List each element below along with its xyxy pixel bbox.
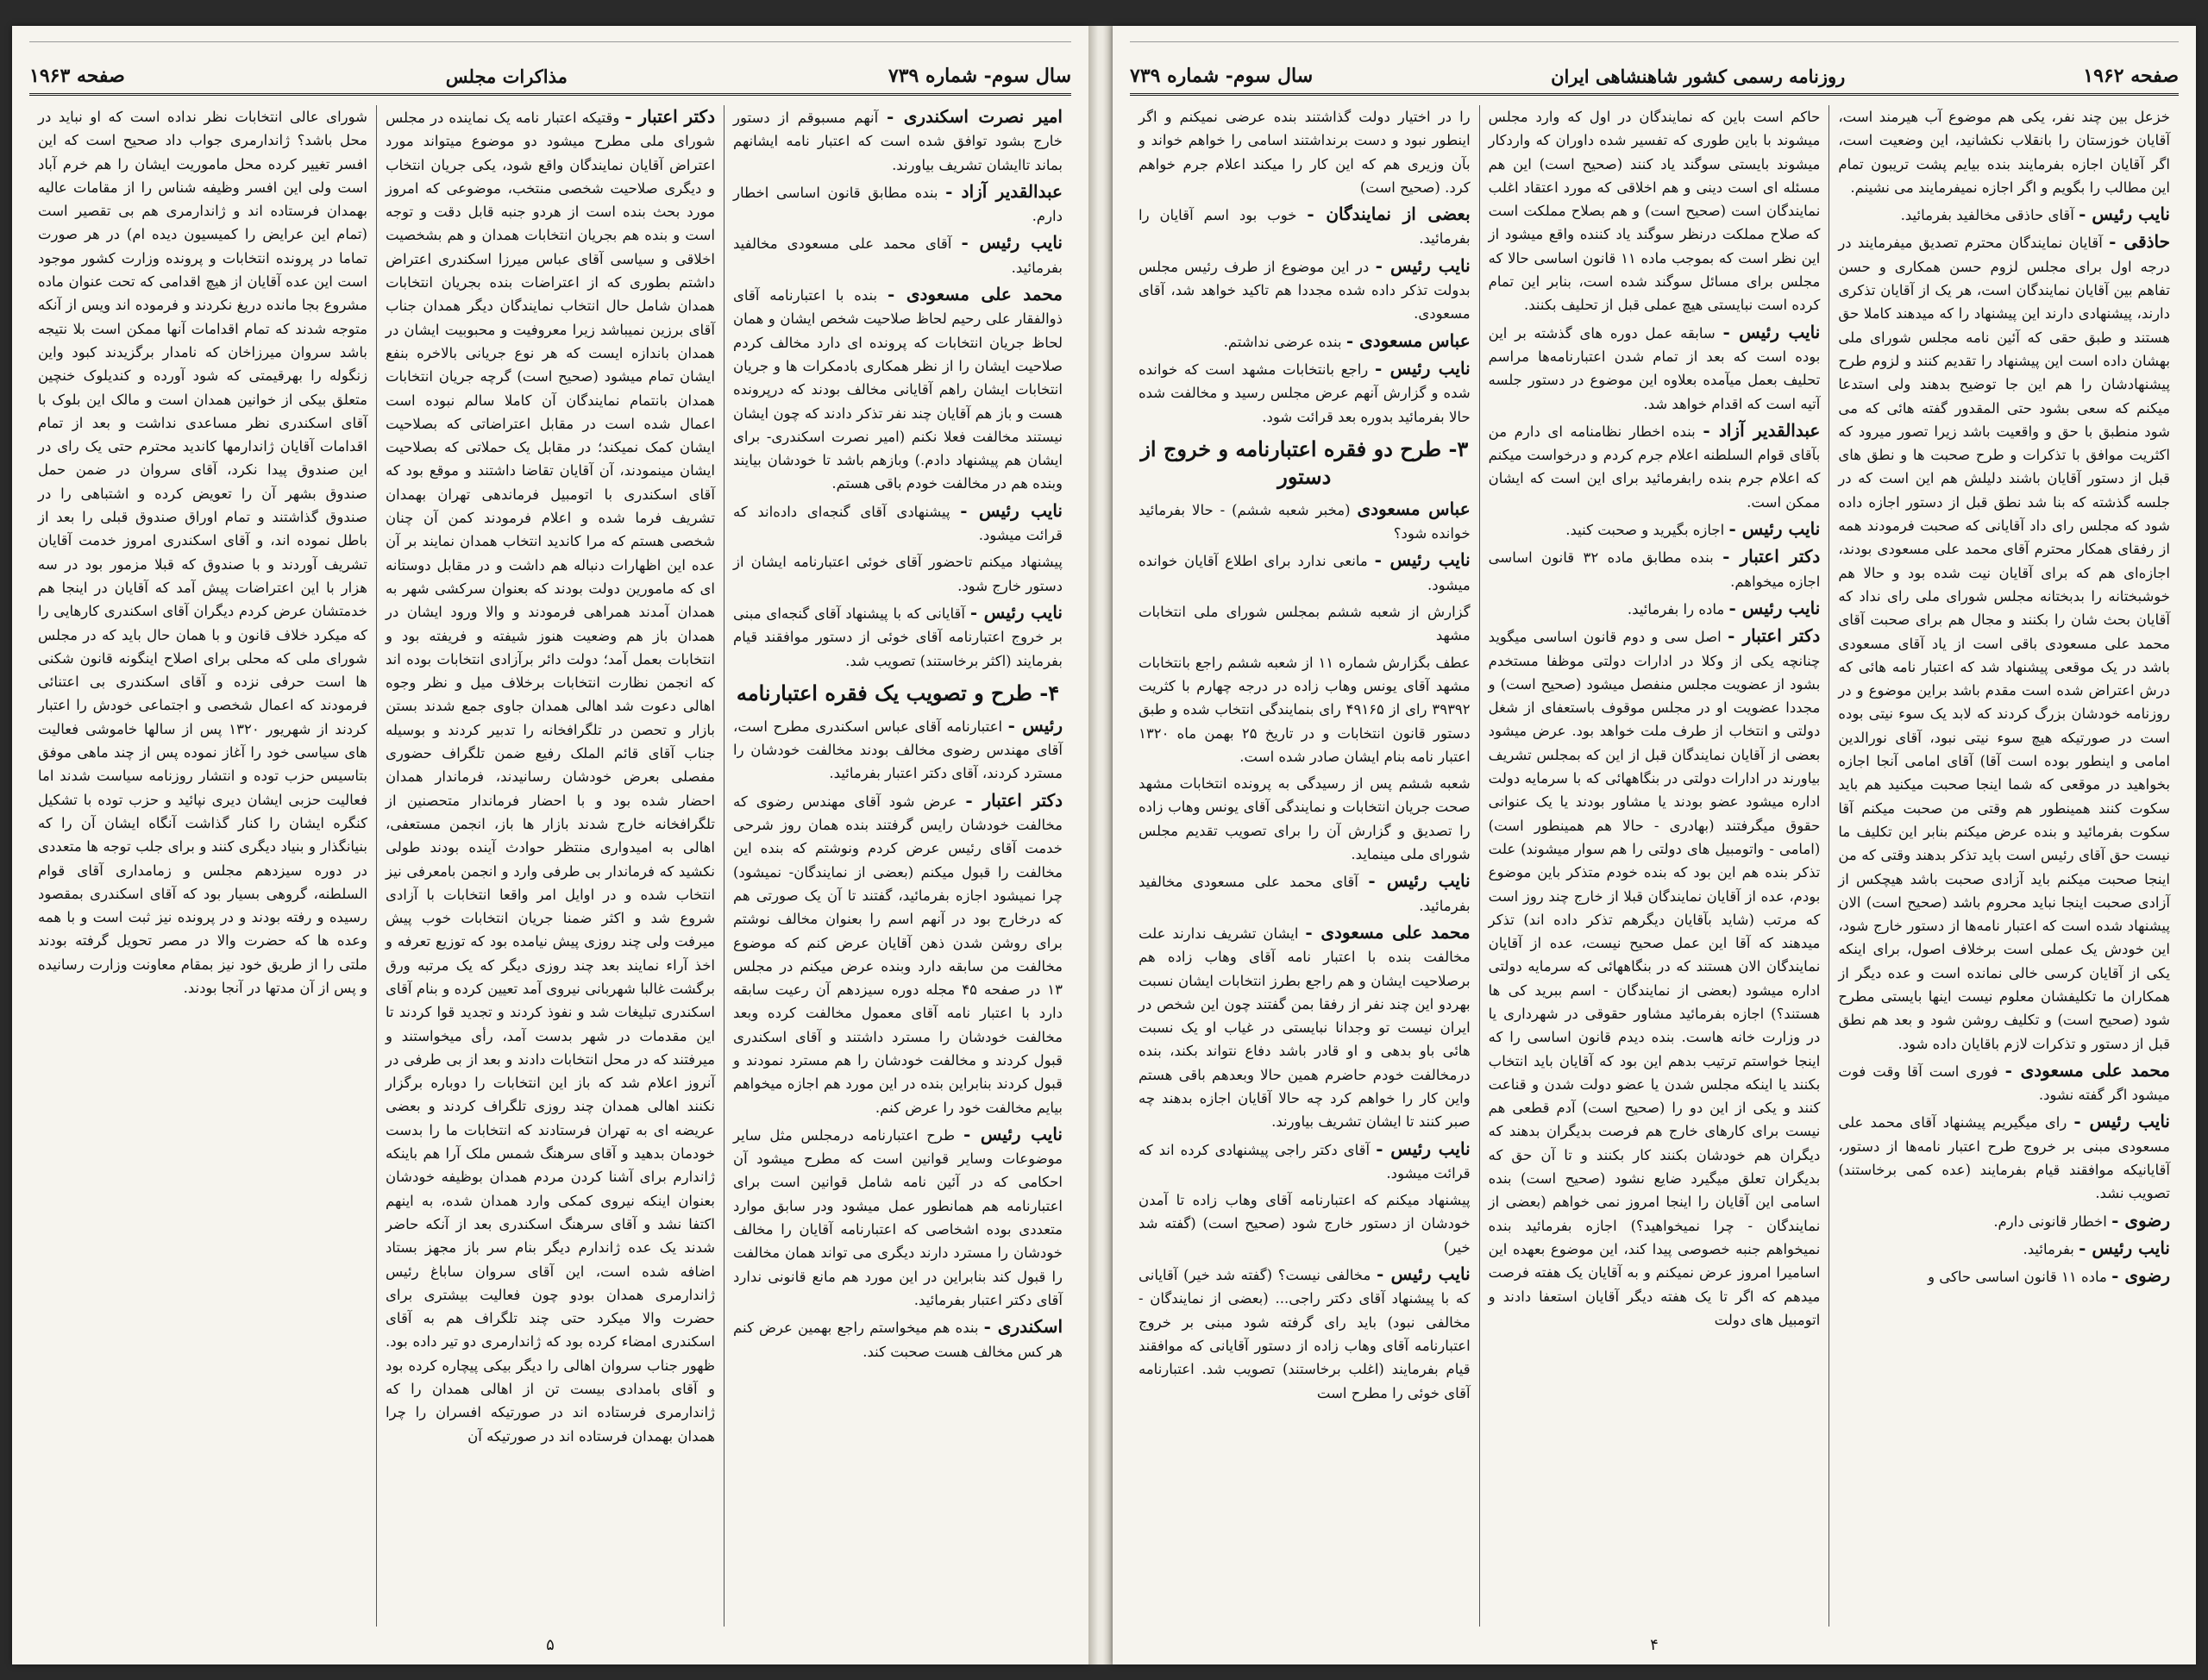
speech-text: آقای دکتر راجی پیشنهادی کرده اند که قرائت میشود. [1138,1141,1471,1182]
right-page [1113,26,2196,1664]
paragraph [733,283,1063,496]
left-column-1 [724,105,1071,1627]
speech-text: بنده عرضی نداشتم. [1223,333,1342,350]
speech-text: اجازه بگیرید و صحبت کنید. [1565,522,1725,539]
paragraph [1489,321,1821,416]
speech-text: عطف بگزارش شماره ۱۱ از شعبه ششم راجع بانتخابات مشهد آقای یونس وهاب زاده در درجه چهارم با کثریت ۳۹۳۹۲ رای از ۴۹۱۶۵ رای بنمایندگی انتخاب شده و طبق دستور قانون انتخابات و در تاریخ ۲۵ بهمن ماه ۱۳۲۰ اعتبار نامه بنام ایشان صادر شده است. [1138,654,1471,765]
speech-text: ماده را بفرمائید. [1627,600,1725,617]
speaker-name: دکتر اعتبار - [1728,625,1821,647]
right-header-issue: سال سوم- شماره ۷۳۹ [1130,65,1314,87]
paragraph [1138,1138,1471,1186]
speaker-name: محمد علی مسعودی - [1305,921,1471,943]
speaker-name: عباس مسعودی - [1346,329,1471,351]
paragraph [1138,1188,1471,1259]
paragraph [733,231,1063,279]
speech-text: (مخبر شعبه ششم) - حالا بفرمائید خوانده شود؟ [1138,501,1471,542]
speech-text: اخطار قانونی دارم. [1993,1213,2107,1230]
speech-text: ایشان تشریف ندارند علت مخالفت بنده با اعتبار نامه آقای وهاب زاده هم برصلاحیت ایشان و هم راجع بطرز انتخابات ایشان نسبت بهردو این چند نفر از رفقا بمن گفتند چون این شخص در ایران نیست تو وجدانا نبایستی در غیاب او یک نسبت هائی باو بدهی و او قادر باشد دفاع نتواند بکند، بنده درمخالفت خودم حاضرم همین حالا وبعدهم باقی هستم واین کار را خواهم کرد چه حالا آقایان اجازه بدهند چه صبر کنند تا ایشان تشریف بیاورند. [1138,925,1471,1131]
paragraph [1138,549,1471,597]
speaker-name: محمد علی مسعودی - [888,284,1063,305]
paragraph [1838,1110,2170,1205]
speaker-name: عبدالقدیر آزاد - [1703,419,1821,441]
paragraph [1838,230,2170,1055]
speaker-name: نایب رئیس - [1728,518,1821,540]
speaker-name: حاذقی - [2109,231,2170,253]
paragraph [1838,203,2170,227]
right-page-footer: ۴ [1650,1636,1659,1654]
speech-text: پیشنهادی آقای گنجه‌ای داده‌اند که قرائت میشود. [733,503,1063,544]
speaker-name: امیر نصرت اسکندری - [886,106,1063,127]
paragraph [733,714,1063,786]
speech-text: آقای حاذقی مخالفید بفرمائید. [1900,207,2074,224]
paragraph [1138,105,1471,199]
paragraph [1838,1237,2170,1261]
speech-text: وقتیکه اعتبار نامه یک نماینده در مجلس شورای ملی مطرح میشود دو موضوع میتواند مورد اعتراض آقایان نمایندگان واقع شود، یکی جریان انتخاب و دیگری صلاحیت شخصی منتخب، موضوعی که امروز مورد بحث بنده است از هردو جنبه قابل دقت و توجه است و بنده هم بجریان انتخابات همدان و هم بشخصیت اخلاقی و سیاسی آقای عباس میرزا اسکندری اعتراض داشتم بطوری که از اعتراضات بنده بجریان انتخابات همدان شامل حال انتخاب نمایندگان دیگر همدان جناب آقای برزین نمیباشد زیرا معروفیت و محبوبیت ایشان در همدان باندازه ایست که هر نوع جریانی بالاخره بنفع ایشان تمام میشود (صحیح است) گرچه جریان انتخابات همدان بانتمام نمایندگان آن کاملا سالم نبوده است اعمال شده است در مقابل اعتراضاتی که بصلاحیت ایشان کمک نمیکند؛ در مقابل یک حملاتی که بصلاحیت ایشان مینمودند، آن آقایان تقاضا داشتند و موقع بود که آقای اسکندری با اتومبیل فرماندهی تهران بهمدان تشریف فرما شده و اعلام فرمودند کمن آن چنان شخصی هستم که مرا کاندید انتخاب همدان نمایند بر آن عده این اظهارات دنباله هم داشت و در مقابل دوستانه ای که مامورین دولت بودند که بعنوان سرکشی شهر به همدان آمدند همراهی فرمودند و والا ورود ایشان در همدان باز هم وضعیت هنوز شیفته و فریفته بود و انتخابات بعمل آمد؛ دولت دائر برآزادی انتخابات بوده اند که انجمن نظارت انتخابات برخلاف میل و نظر وجوه اهالی دعوت شد اهالی همدان جاوی جمع شدند بستن بازار و تحصن در تلگرافخانه را تدبیر کردند و بوسیله جناب آقای قائم الملک رفیع ضمن تلگراف حضوری مفصلی بعرض خودشان رسانیدند، فرماندار همدان احضار شده بود و با احضار فرماندار متحصنین از تلگرافخانه خارج شدند بازار ها باز، انجمن مستعفی، اهالی به امیدواری منتظر حوادث آینده بودند طولی نکشید که فرماندار بی طرفی وارد و انجمن بامعرفی نیز انتخاب شده و در اوایل امر واقعا انتخابات با آزادی شروع شد و اکثر ضمنا جریان انتخابات خوب پیش میرفت ولی چند روزی پیش نیامده بود که توزیع تعرفه و اخذ آراء نمایند بعد چند روزی دیگر که یک مرتبه ورق برگشت غالبا شهربانی نیروی آمد تعیین کرده و بنام آقای اسکندری تبلیغات شد و نفوذ کردند و تجدید قوا کردند تا این مقدمات در شهر بدست آمد، رأی میخواستند و میرفتند که در محل انتخابات دادند و بعد از بی طرفی در آنروز اعلام شد که باز این انتخابات را دوباره برگزار نکنند اهالی همدان چند روزی تلگراف کردند و بعضی عریضه ای به تهران فرستادند که انتخابات ما را بدست خودمان بدهید و آقای سرهنگ شمس ملک آرا هم باینکه ژاندارم برای آشنا کردن مردم همدان بوظیفه خودشان بعنوان اینکه نیروی کمکی وارد همدان شده، به اینهم اکتفا نشد و آقای سرهنگ اسکندری بعد از آنکه حاضر شدند یک عده ژاندارم دیگر بنام سر باز مجهز بستاد اضافه شده است، این آقای سروان ساباغ رئیس ژاندارمری همدان بودو چون فعالیت بیشتری برای حضرت والا میکرد حتی چند تلگراف هم به آقای اسکندری امضاء کرده بود که ژاندارمری دو تیر داده بود. ظهور جناب سروان اهالی را دیگر بیکی پیچاره کرده بود و آقای بامدادی بیست تن از اهالی همدان را که ژاندارمری فرستاده اند در صورتیکه افسران را چرا همدان بهمدان فرستاده اند در صورتیکه آن [386,110,715,1445]
speaker-name: نایب رئیس - [1374,357,1471,379]
left-page-columns [29,105,1071,1627]
speech-text: ماده ۱۱ قانون اساسی حاکی و [1928,1269,2107,1286]
right-page-top-rule [1130,41,2179,42]
paragraph [1138,498,1471,546]
speech-text: پیشنهاد میکنم تاحضور آقای خوئی اعتبارنامه ایشان از دستور خارج شود. [733,554,1063,594]
left-page-top-rule [29,41,1071,42]
speaker-name: نایب رئیس - [2079,204,2170,225]
speaker-name: نایب رئیس - [960,499,1063,521]
speaker-name: نایب رئیس - [2079,1237,2170,1258]
speech-text: اعتبارنامه آقای عباس اسکندری مطرح است، آقای مهندس رضوی مخالف بودند مخالفت خودشان را مسترد کردند، آقای دکتر اعتبار بفرمائید. [733,718,1063,782]
speech-text: پیشنهاد میکنم که اعتبارنامه آقای وهاب زاده تا آمدن خودشان از دستور خارج شود (صحیح است) (گفته شد خیر) [1138,1192,1471,1256]
paragraph [386,105,715,1448]
paragraph [1838,1264,2170,1288]
speech-text: سابقه عمل دوره های گذشته بر این بوده است که بعد از تمام شدن اعتبارنامه‌ها مراسم تحلیف بعمل میآمده بعلاوه این موضوع در دستور جلسه آتیه است که اقدام خواهد شد. [1488,324,1821,412]
right-page-columns [1130,105,2179,1627]
left-column-3 [29,105,376,1627]
paragraph [1838,105,2170,199]
left-page-header [29,59,1071,96]
speaker-name: رضوی - [2111,1265,2170,1287]
paragraph [733,499,1063,548]
left-header-page-number: صفحه ۱۹۶۳ [29,65,125,87]
speaker-name: نایب رئیس - [1722,321,1821,342]
speech-text: آقای محمد علی مسعودی مخالفید بفرمائید. [733,235,1063,276]
paragraph [1138,772,1471,866]
paragraph [1138,869,1471,918]
speech-text: خزعل بین چند نفر، یکی هم موضوع آب هیرمند است، آقایان خوزستان را بانقلاب نکشانید، این وضعیت است، اگر آقایان اجازه بفرمایند بنده بیایم پشت تریبون تمام این مطالب را بگویم و اگر اجازه نمیفرمایند می نشینم. [1838,109,2170,196]
speech-text: مخالفی نیست؟ (گفته شد خیر) آقایانی که با پیشنهاد آقای دکتر راجی... (بعضی از نمایندگان - مخالفی نبود) باید رای گرفته شود مبنی بر خروج اعتبارنامه آقای وهاب زاده از دستور آقایانی که موافقند قیام بفرمایند (اغلب برخاستند) تصویب شد. اعتبارنامه آقای خوئی را مطرح است [1138,1267,1471,1401]
speech-text: اصل سی و دوم قانون اساسی میگوید چنانچه یکی از وکلا در ادارات دولتی موظفا مستخدم بشود از عضویت مجلس منفصل میشود (صحیح است) و مجددا عضویت او در مجلس موقوف باستعفای از شغل دولتی و انتخاب از طرف ملت خواهد بود. عرض میشود بعضی از آقایان نمایندگان قبل از این که بمجلس تشریف بیاورند در ادارات دولتی در بنگاههائی که با سرمایه دولت اداره میشود عضو بودند یا مشاور بودند یا یک عنوانی حقوق میگرفتند (بهادری - حالا هم همینطور است) (امامی - واتومبیل های دولتی را هم سوار میشوند) علت تذکر بنده هم این بود که بنده خودم متذکر باین موضوع بودم، عده از آقایان نمایندگان قبلا از خارج چند روز است که مرتب (شاید بآقایان دیگرهم تذکر داده اند) تذکر میدهند که آقا این عمل صحیح نیست، عده از آقایان نمایندگان الان هستند که در بنگاههائی که سرمایه دولتی اداره میشود (بعضی از نمایندگان - اسم ببرید کی ها هستند؟) اجازه بفرمائید مشاور حقوقی در شهرداری یا در وزارت خانه هاست. بنده دیدم قانون اساسی را که اینجا خواستم ترتیب بدهم این بود که آقایان باید انتخاب بکنند یا اینکه مجلس شدن یا عضو دولت شدن و قناعت کنند و یکی از این دو را (صحیح است) آدم قطعی هم نیست برای کارهای خارج هم فرصت بدیگران بدهند که دیگران هم خودشان بکنند کار بکنند و تا آن حق که بدیگران تعلق میگیرد ضایع نشود (صحیح است) بنده اسامی این آقایان را اینجا امروز نمی خواهم (بعضی از نمایندگان - چرا نمیخواهید؟) اجازه بفرمائید بنده نمیخواهم جنبه خصوصی پیدا کند، این موضوع بعهده این اسامیرا امروز عرض نمیکنم و به آقایان یک هفته فرصت میدهم که اگر تا یک هفته دیگر آقایان استعفا دادند و اتومبیل های دولت [1488,629,1821,1328]
speech-text: گزارش از شعبه ششم بمجلس شورای ملی انتخابات مشهد [1138,604,1471,644]
right-column-2 [1479,105,1829,1627]
speech-text: آقایان نمایندگان محترم تصدیق میفرمایند در درجه اول برای مجلس لزوم حسن همکاری و حسن تفاهم بین آقایان نمایندگان است، هر یک از آقایان تذکری دارند، پیشنهادی دارند این پیشنهاد را که میدهند کاملا حق هستند و طبق حقی که آئین نامه مجلس شورای ملی بهشان داده است این پیشنهاد را تقدیم کنند و لزوم طرح پیشنهادشان را هم این جا توضیح بدهند ولی استدعا میکنم که سعی بشود حتی المقدور گفته هائی که می شود منطبق با حق و واقعیت باشد زیرا تصور میرود که اکثریت موافق با تذکرات و طرح صحبت ها و نطق های قبل از دستور آقایان باشند دلیلش هم این است که در جلسه گذشته که بنا شد نطق قبل از دستور اجازه داده شود که مجلس رای داد آقایانی که صحبت فرمودند همه از رفقای همکار محترم آقای محمد علی مسعودی بودند، اجازه‌ای هم که برای آقایان نیت شده بود و حالا هم خوشبختانه را بدبختانه مجلس شورای ملی رای نداد که آقایان بحث شان را بکنند و مجال هم برای صحبت آقای محمد علی مسعودی باقی است از یاد آقای مسعودی باشد در یک موقعی پیشنهاد شد که اعتبار نامه هائی که درش اعتراض شده است مقدم باشد براین موضوع و در روزنامه خودشان بزرگ کردند که لابد یک سوء نیتی بوده است در صورتیکه هیچ سوء نیتی نبود، آقای نورالدین امامی و اینطور بوده است آقا) آقای امامی آنجا اجازه بخواهید در موقعی که شما اینجا صحبت میکنید هم باید سکوت کنند همینطور هم وقتی من صحبت میکنم آقا سکوت بفرمائید و بنده عرض میکنم بنابر این تکلیف ما نیست حق آقای رئیس است باید تذکر بدهند وقتی که من اینجا صحبت میکنم باید آزادی صحبت باشد هیچکس از آزادی صحبت اینجا نباید محروم باشد (صحیح است) الان پیشنهاد شده است که اعتبار نامه‌ها از دستور خارج شود، این خودش یک عملی است برخلاف اصول، برای اینکه یکی از آقایان کرسی خالی نمانده است و عده دیگر از همکاران ما تکلیفشان معلوم نیست اینها بایستی مطرح شود (صحیح است) و تکلیف روشن شود و بعد هم نطق قبل از دستور و تذکرات لازم باقایان داده شود. [1838,235,2170,1052]
paragraph [733,789,1063,1119]
speech-text: بنده هم میخواستم راجع بهمین عرض کنم هر کس مخالف هست صحبت کند. [733,1320,1063,1360]
speech-text: فوری است آقا وقت فوت میشود اگر گفته نشود. [1838,1063,2170,1104]
speaker-name: نایب رئیس - [1376,1138,1471,1159]
paragraph [1138,651,1471,768]
paragraph [1489,597,1821,621]
left-header-issue: سال سوم- شماره ۷۳۹ [888,65,1071,87]
paragraph [1489,624,1821,1332]
paragraph [38,105,367,1000]
speech-text: آقایانی که با پیشنهاد آقای گنجه‌ای مبنی بر خروج اعتبارنامه آقای خوئی از دستور موافقند قیام بفرمایند (اکثر برخاستند) تصویب شد. [733,605,1063,669]
speaker-name: نایب رئیس - [1376,1263,1471,1285]
speaker-name: دکتر اعتبار - [624,106,715,127]
speech-text: را در اختیار دولت گذاشتند بنده عرضی نمیکنم و اگر اینطور نبود و دست برنداشتند اسامی را خواهم خواند و بآن وزیری هم که این کار را میکند اعلام جرم خواهم کرد. (صحیح است) [1138,109,1471,196]
speech-text: آقای محمد علی مسعودی مخالفید بفرمائید. [1138,874,1471,914]
speech-text: بنده مطابق ماده ۳۲ قانون اساسی اجازه میخواهم. [1488,549,1821,590]
page-gutter [1088,26,1113,1664]
speaker-name: نایب رئیس - [1375,254,1471,276]
paragraph [1489,419,1821,514]
right-column-3 [1130,105,1479,1627]
speech-text: بنده اخطار نظامنامه ای دارم من بآقای قوام السلطنه اعلام جرم کردم و درخواست میکنم که اعلام جرم بنده رابفرمائید برای این است که ایشان ممکن است. [1488,423,1821,511]
paragraph [733,550,1063,598]
paragraph [1138,254,1471,326]
speech-text: خوب بود اسم آقایان را بفرمائید. [1138,207,1471,248]
right-header-page-number: صفحه ۱۹۶۲ [2083,65,2179,87]
speaker-name: نایب رئیس - [2073,1111,2170,1132]
speaker-name: نایب رئیس - [961,232,1063,254]
paragraph [733,1123,1063,1312]
section-heading: ۴- طرح و تصویب یک فقره اعتبارنامه [736,680,1060,705]
paragraph [733,105,1063,177]
speaker-name: رضوی - [2111,1209,2170,1231]
speaker-name: نایب رئیس - [1374,549,1471,571]
speech-text: بفرمائید. [2023,1240,2074,1257]
speech-text: مانعی ندارد برای اطلاع آقایان خوانده میشود. [1138,553,1471,593]
paragraph [1138,1263,1471,1405]
speaker-name: محمد علی مسعودی - [2004,1059,2171,1081]
paragraph [1138,357,1471,429]
speech-text: طرح اعتبارنامه درمجلس مثل سایر موضوعات وسایر قوانین است که مطرح میشود آن احکامی که در آئین نامه شامل قوانین است برای اعتبارنامه هم همانطور عمل میشود ودر سابق موارد متعددی بوده اشخاصی که اعتبارنامه آقایان را مخالف خودشان را مسترد دارند دیگری می تواند همان مخالفت را قبول کند بنابراین در این مورد هم مانع قانونی ندارد آقای دکتر اعتبار بفرمائید. [733,1126,1063,1308]
paragraph [733,1315,1063,1363]
speaker-name: عباس مسعودی [1357,498,1471,519]
speech-text: بنده مطابق قانون اساسی اخطار دارم. [733,184,1063,225]
paragraph [1489,545,1821,593]
speech-text: شعبه ششم پس از رسیدگی به پرونده انتخابات مشهد صحت جریان انتخابات و نمایندگی آقای یونس وهاب زاده را تصدیق و گزارش آن را برای تصویب تقدیم مجلس شورای ملی مینماید. [1138,775,1471,863]
paragraph [1838,1209,2170,1233]
right-header-title: روزنامه رسمی کشور شاهنشاهی ایران [1551,65,1846,87]
speech-text: آنهم مسبوقم از دستور خارج بشود توافق شده است که اعتبار نامه ایشانهم بماند تاایشان تشریف بیاورند. [733,110,1063,173]
left-page [12,26,1088,1664]
speaker-name: نایب رئیس - [1728,597,1821,618]
speaker-name: دکتر اعتبار - [1722,546,1821,567]
speaker-name: رئیس - [1007,714,1063,736]
speech-text: عرض شود آقای مهندس رضوی که مخالفت خودشان رایس گرفتند بنده همان روز شرحی خدمت آقای رئیس عرض کردم ونوشتم که بنده این مخالفت را قبول میکنم (بعضی از نمایندگان- نمیشود) چرا نمیشود اجازه بفرمائید، گفتند تا آن یک صورتی هم که درخارج بود در آنهم اسم را بعنوان مخالف نوشتم برای روشن شدن ذهن آقایان عرض کنم که موضوع مخالفت من سابقه دارد وبنده عرض میکنم در مجلس ۱۳ در صفحه ۴۵ مجله دوره سیزدهم آن رعیت سابقه دارد با اعتبار نامه آقای معمول مخالفت کرده وبعد مخالفت خودشان را مسترد داشتند و آقای اسکندری قبول کردند و مخالفت خودشان را هم مسترد نمودند و قبول کردند بنابراین بنده در این مورد هم اجازه میخواهم بیایم مخالفت خود را عرض کنم. [733,793,1063,1116]
speaker-name: اسکندری - [983,1316,1063,1338]
section-heading: ۳- طرح دو فقره اعتبارنامه و خروج از دستور [1140,436,1469,489]
paragraph [733,180,1063,229]
speaker-name: دکتر اعتبار - [965,789,1063,811]
speech-text: شورای عالی انتخابات نظر نداده است که او نباید در محل باشد؟ ژاندارمری جواب داد صحیح است که این افسر تغییر کرده محل ماموریت ایشان را هم خرم آباد است ولی این افسر وظیفه شناس را از مقامات عالیه بهمدان فرستاده اند و ژاندارمری هم بی تقصیر است (تمام این عرایض را کمیسیون دیده ام) در هر صورت تماما در پرونده انتخابات و پرونده وزارت کشور موجود است این عده آقایان از هیچ اقدامی که تحت عنوان ماده مشروع بجا مانده دریغ نکردند و فرموده اند ویس از آنکه متوجه شدند که تمام اقدامات آنها ممکن است بلا نتیجه باشد سروان میرزاخان که نامدار برگزیدند کبود واین زنگوله را بهرقیمتی که شود آورده و کندیلوک خنچین متعلق بیکی از خوانین همدان است و مالک این بلوک با آقای اسکندری نظر مساعدی نداشت و بعد از تمام اقدامات آقایان ژاندارمها کاندید محترم حتی یک رای در این صندوق پیدا نکرد، آقای سروان در ضمن حمل صندوق بشهر آن را تعویض کرده و اشتباهی را در صندوق گذاشتند و تمام اوراق صندوق قبلی را بعد از باطل نموده اند، و آقای اسکندری امروز خدمت آقایان تشریف آوردند و با صندوق که قبلا مزمور بود در سه هزار با این اعتراضات پیش آمد که آقایان در اینجا هم خدمتشان عرض کردم دیگران آقای اسکندری کارهایی را که میکرد خلاف قانون و با همان حال باید که در مجلس شورای ملی که محلی برای اصلاح اینگونه قانون شکنی ها است حرفی نزده و آقای اسکندری بی اعتنائی فرمودند که اعمال شخصی و اجتماعی خودش را اعتبار کردند از شهریور ۱۳۲۰ پس از سالها خاموشی فعالیت های سیاسی خود را آغاز نموده پس از چند ماهی موفق بتاسیس حزب توده و انتشار روزنامه سیاست شدند اما فعالیت حزبی ایشان دیری نپائید و حزب توده با تشکیل کنگره ایشان را کنار گذاشت آنگاه ایشان آن را که بنیانگذار و بنیاد دیگری کنند و برای جلب توجه ها متعددی در دوره سیزدهم مجلس و زمامداری آقای قوام السلطنه، گروهی بسیار بود که آقای اسکندری بمقصود رسیده و رفته بودند و در پرونده نیز ثبت است و با همه وعده ها که حضرت والا در مصر تحویل گرفته بودند ملتی را از طریق خود نیز بمقام معاونت وزارت رسانیده و پس از آن مدتها در آنجا بودند. [38,109,367,996]
speech-text: حاکم است باین که نمایندگان در اول که وارد مجلس میشوند با باین طوری که تفسیر شده داوران که واردکار میشوند بایستی سوگند یاد کنند (صحیح است) این هم مسئله ای است دینی و هم اخلاقی که مورد اعتقاد اغلب نمایندگان است (صحیح است) و هم بصلاح مملکت است که صلاح مملکت درنظر سوگند یاد کننده واقع میشود از این نظر است که بموجب ماده ۱۱ قانون اساسی حالا که مجلس برای مسائل سوگند شده است، بنابر این تمام کرده است نبایستی هیچ عملی قبل از تحلیف بکنند. [1488,109,1821,314]
left-header-title: مذاکرات مجلس [445,65,568,87]
speech-text: بنده با اعتبارنامه آقای ذوالفقار علی رحیم لحاظ صلاحیت شخص ایشان و همان لحاظ جریان انتخابات که پرونده ای دارد مخالف کردم صلاحیت ایشان را از نظر همکاری بادمکرات ها و جریان انتخابات ایشان راهم آقایانی مخالف بودند که درپرونده هست و باز هم آقایان چند نفر تذکر دادند که چون ایشان نیستند مخالفت فعلا نکنم (امیر نصرت اسکندری- برای ایشان هم پیشنهاد دادم.) وبازهم باشد تا خودشان بیایند وبنده هم در مخالفت خودم باقی هستم. [733,287,1063,492]
paragraph [1489,517,1821,542]
speaker-name: نایب رئیس - [969,601,1063,623]
left-column-2 [376,105,724,1627]
speech-text: رای میگیریم پیشنهاد آقای محمد علی مسعودی مبنی بر خروج طرح اعتبار نامه‌ها از دستور، آقایانیکه موافقند قیام بفرمایند (عده کمی برخاستند) تصویب نشد. [1838,1114,2170,1202]
speaker-name: عبدالقدیر آزاد - [945,180,1063,202]
speaker-name: بعضی از نمایندگان - [1307,204,1471,225]
speaker-name: نایب رئیس - [963,1123,1063,1144]
paragraph [1838,1059,2170,1107]
paragraph [1138,921,1471,1134]
right-page-header [1130,59,2179,96]
paragraph [1489,105,1821,317]
speech-text: راجع بانتخابات مشهد است که خوانده شده و گزارش آنهم عرض مجلس رسید و مخالفت شده حالا بفرمائید بدوره بعد قرائت شود. [1138,360,1471,425]
paragraph [1138,600,1471,648]
right-column-1 [1828,105,2179,1627]
speaker-name: نایب رئیس - [1368,870,1471,892]
speech-text: در این موضوع از طرف رئیس مجلس بدولت تذکر داده شده مجددا هم تاکید خواهد شد، آقای مسعودی. [1138,258,1471,323]
paragraph [733,601,1063,673]
paragraph [1138,329,1471,354]
left-page-footer: ۵ [546,1636,555,1654]
paragraph [1138,203,1471,251]
